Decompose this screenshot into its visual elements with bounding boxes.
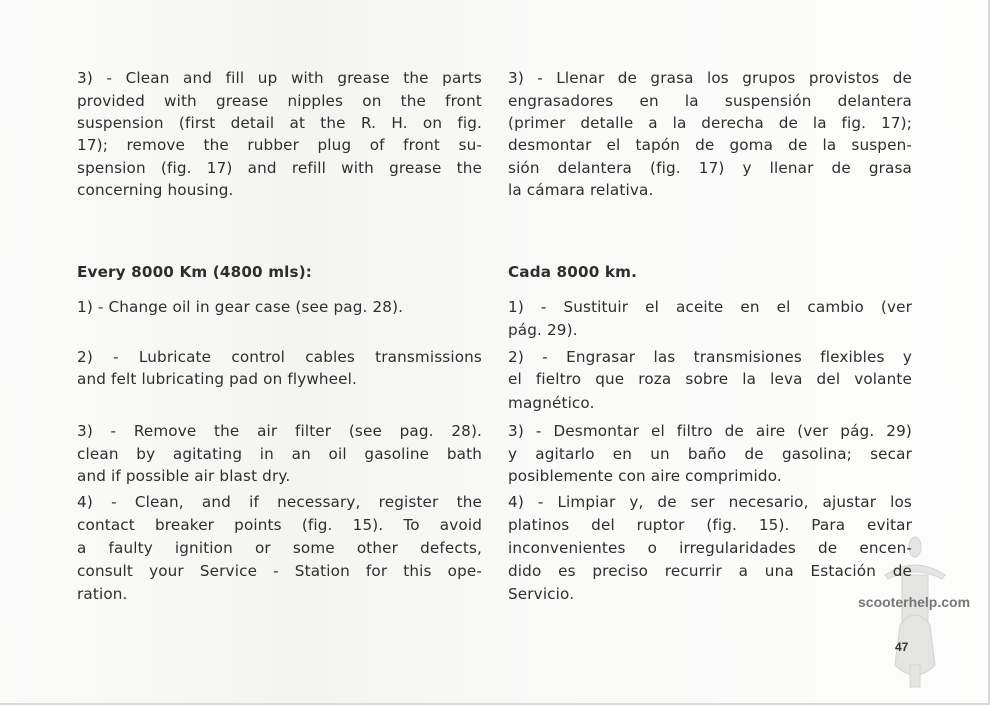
left-text-line: 2) - Lubricate control cables transmissions <box>77 348 482 366</box>
right-text-line: Servicio. <box>508 585 575 603</box>
right-text-line: pág. 29). <box>508 321 578 339</box>
left-text-line: 3) - Remove the air filter (see pag. 28). <box>77 422 482 440</box>
left-text-line: concerning housing. <box>77 181 234 199</box>
right-section-heading: Cada 8000 km. <box>508 263 638 281</box>
right-text-line: 2) - Engrasar las transmisiones flexibles y <box>508 348 912 366</box>
left-text-line: and felt lubricating pad on flywheel. <box>77 370 358 388</box>
right-text-line: sión delantera (fig. 17) y llenar de grasa <box>508 159 912 177</box>
right-text-line: inconvenientes o irregularidades de encen- <box>508 539 912 557</box>
left-text-line: a faulty ignition or some other defects, <box>77 539 482 557</box>
left-text-line: contact breaker points (fig. 15). To avoid <box>77 516 482 534</box>
left-text-line: 4) - Clean, and if necessary, register the <box>77 493 482 511</box>
right-text-line: posiblemente con aire comprimido. <box>508 467 782 485</box>
right-text-line: el fieltro que roza sobre la leva del volante <box>508 370 912 388</box>
right-text-line: desmontar el tapón de goma de la suspen- <box>508 136 912 154</box>
page-number: 47 <box>895 640 909 654</box>
scooter-watermark-icon <box>880 535 950 690</box>
left-text-line: spension (fig. 17) and refill with grease the <box>77 159 482 177</box>
right-text-line: magnético. <box>508 394 595 412</box>
left-text-line: and if possible air blast dry. <box>77 467 291 485</box>
left-text-line: clean by agitating in an oil gasoline bath <box>77 445 482 463</box>
right-text-line: 4) - Limpiar y, de ser necesario, ajustar los <box>508 493 912 511</box>
right-text-line: 3) - Desmontar el filtro de aire (ver pág. 29) <box>508 422 912 440</box>
left-text-line: 17); remove the rubber plug of front su- <box>77 136 482 154</box>
right-text-line: 1) - Sustituir el aceite en el cambio (ver <box>508 298 912 316</box>
right-text-line: platinos del ruptor (fig. 15). Para evitar <box>508 516 912 534</box>
left-section-heading: Every 8000 Km (4800 mls): <box>77 263 313 281</box>
right-text-line: dido es preciso recurrir a una Estación de <box>508 562 912 580</box>
watermark-text: scooterhelp.com <box>858 594 971 610</box>
right-text-line: la cámara relativa. <box>508 181 654 199</box>
right-text-line: (primer detalle a la derecha de la fig. 17); <box>508 114 912 132</box>
right-text-line: y agitarlo en un baño de gasolina; secar <box>508 445 912 463</box>
left-text-line: suspension (first detail at the R. H. on fig. <box>77 114 482 132</box>
left-text-line: ration. <box>77 585 128 603</box>
left-text-line: provided with grease nipples on the front <box>77 92 482 110</box>
left-text-line: 1) - Change oil in gear case (see pag. 28). <box>77 298 404 316</box>
right-text-line: 3) - Llenar de grasa los grupos provistos de <box>508 69 912 87</box>
left-text-line: 3) - Clean and fill up with grease the parts <box>77 69 482 87</box>
left-text-line: consult your Service - Station for this ope- <box>77 562 482 580</box>
right-text-line: engrasadores en la suspensión delantera <box>508 92 912 110</box>
